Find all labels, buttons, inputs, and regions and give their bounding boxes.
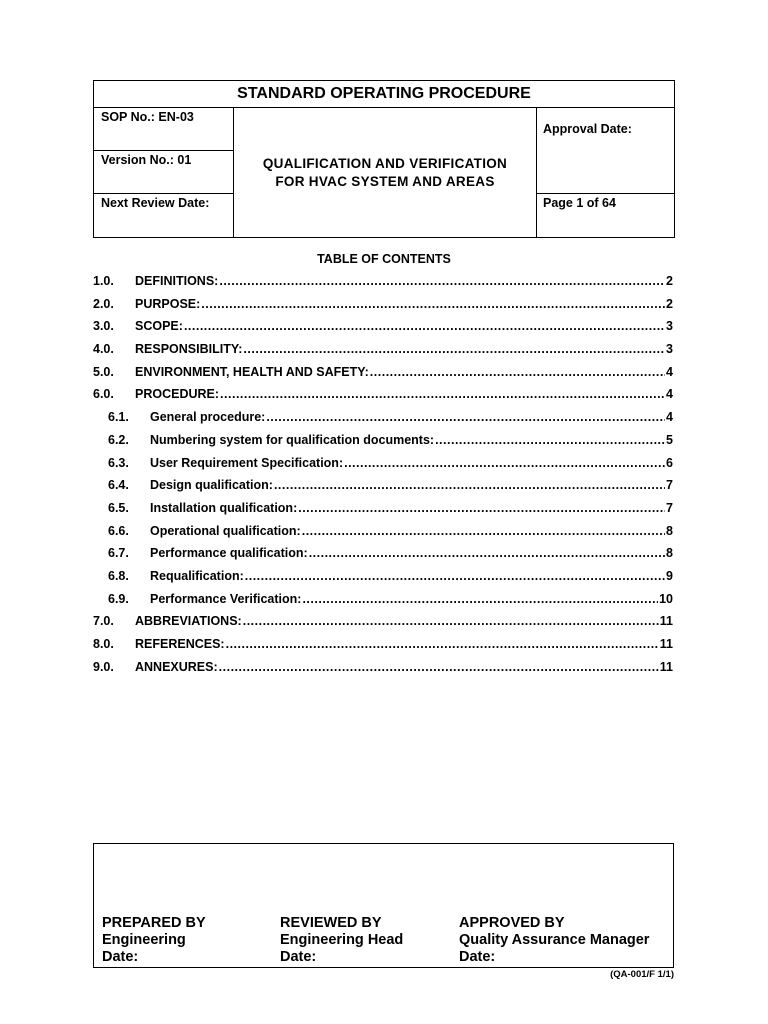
approval-date: Approval Date: xyxy=(537,108,675,194)
toc-leader-dots xyxy=(243,342,665,356)
toc-leader-dots xyxy=(344,456,665,470)
toc-entry[interactable] xyxy=(93,660,675,683)
toc-entry-number: 6.4. xyxy=(108,478,129,493)
table-of-contents xyxy=(93,274,675,682)
toc-entry-number: 7.0. xyxy=(93,614,114,629)
toc-entry-page: 6 xyxy=(666,455,673,470)
toc-entry-label: Numbering system for qualification documents: xyxy=(150,432,435,447)
toc-leader-dots xyxy=(302,524,665,538)
toc-leader-dots xyxy=(220,387,665,401)
toc-entry-page: 11 xyxy=(659,659,673,674)
toc-leader-dots xyxy=(184,319,665,333)
toc-entry-label: Design qualification: xyxy=(150,478,273,493)
toc-entry[interactable] xyxy=(93,614,675,637)
toc-entry-number: 6.1. xyxy=(108,410,129,425)
reviewed-by-date: Date: xyxy=(280,949,317,965)
toc-entry-label: General procedure: xyxy=(150,410,266,425)
toc-leader-dots xyxy=(219,274,665,288)
toc-entry-page: 5 xyxy=(666,432,673,447)
toc-entry-page: 10 xyxy=(659,591,673,606)
toc-leader-dots xyxy=(309,546,665,560)
toc-entry-page: 3 xyxy=(666,342,673,357)
reviewed-by-role: Engineering Head xyxy=(280,932,404,948)
toc-entry-label: SCOPE: xyxy=(135,319,183,334)
toc-entry-number: 1.0. xyxy=(93,274,114,288)
toc-entry-page: 4 xyxy=(666,387,673,402)
next-review-date: Next Review Date: xyxy=(101,196,210,210)
version-number: Version No.: 01 xyxy=(94,151,233,194)
toc-leader-dots xyxy=(435,433,665,447)
toc-entry-number: 6.7. xyxy=(108,546,129,561)
toc-leader-dots xyxy=(266,410,665,424)
toc-entry-page: 3 xyxy=(666,319,673,334)
toc-entry[interactable] xyxy=(93,342,675,365)
toc-leader-dots xyxy=(226,637,659,651)
toc-entry[interactable] xyxy=(93,387,675,410)
toc-entry-label: Performance Verification: xyxy=(150,591,302,606)
prepared-by-role: Engineering xyxy=(102,932,186,948)
page-number: Page 1 of 64 xyxy=(543,196,616,210)
toc-entry-number: 6.8. xyxy=(108,568,129,583)
toc-entry-number: 6.6. xyxy=(108,523,129,538)
prepared-by-block xyxy=(102,915,206,966)
approved-by-block xyxy=(459,915,649,966)
approved-by-date: Date: xyxy=(459,949,496,965)
prepared-by-heading: PREPARED BY xyxy=(102,915,206,931)
toc-entry-page: 4 xyxy=(666,364,673,379)
signoff-box xyxy=(93,843,674,968)
reviewed-by-heading: REVIEWED BY xyxy=(280,915,382,931)
toc-entry-label: RESPONSIBILITY: xyxy=(135,342,243,357)
subject-line-1: QUALIFICATION AND VERIFICATION xyxy=(262,156,508,171)
toc-subentry[interactable] xyxy=(93,501,675,524)
toc-leader-dots xyxy=(201,297,665,311)
toc-leader-dots xyxy=(245,569,665,583)
toc-entry[interactable] xyxy=(93,365,675,388)
toc-entry-page: 8 xyxy=(666,523,673,538)
toc-entry-number: 6.9. xyxy=(108,591,129,606)
toc-entry-label: Operational qualification: xyxy=(150,523,301,538)
toc-entry-number: 9.0. xyxy=(93,659,114,674)
toc-entry[interactable] xyxy=(93,274,675,297)
toc-entry-label: ANNEXURES: xyxy=(135,659,218,674)
toc-entry-number: 8.0. xyxy=(93,637,114,651)
toc-entry[interactable] xyxy=(93,319,675,342)
toc-entry-page: 8 xyxy=(666,546,673,561)
toc-entry-number: 6.0. xyxy=(93,387,114,402)
toc-entry-page: 7 xyxy=(666,478,673,493)
toc-leader-dots xyxy=(302,592,658,606)
toc-entry-page: 4 xyxy=(666,410,673,425)
toc-subentry[interactable] xyxy=(93,410,675,433)
toc-subentry[interactable] xyxy=(93,569,675,592)
approved-by-heading: APPROVED BY xyxy=(459,915,565,931)
document-subject xyxy=(234,108,536,238)
toc-entry-page: 11 xyxy=(659,614,673,629)
toc-subentry[interactable] xyxy=(93,592,675,615)
toc-entry-number: 5.0. xyxy=(93,364,114,379)
toc-entry-page: 7 xyxy=(666,500,673,515)
toc-entry-label: PURPOSE: xyxy=(135,296,201,311)
toc-entry-label: REFERENCES: xyxy=(135,637,225,651)
toc-entry-page: 9 xyxy=(666,568,673,583)
toc-leader-dots xyxy=(243,614,659,628)
toc-subentry[interactable] xyxy=(93,478,675,501)
toc-subentry[interactable] xyxy=(93,456,675,479)
toc-entry-page: 2 xyxy=(666,296,673,311)
toc-entry-number: 4.0. xyxy=(93,342,114,357)
toc-entry-page: 2 xyxy=(666,274,673,288)
toc-entry-label: User Requirement Specification: xyxy=(150,455,344,470)
toc-entry[interactable] xyxy=(93,637,675,660)
toc-entry-label: PROCEDURE: xyxy=(135,387,220,402)
toc-leader-dots xyxy=(219,660,659,674)
toc-title: TABLE OF CONTENTS xyxy=(317,252,451,266)
document-title: STANDARD OPERATING PROCEDURE xyxy=(94,81,674,108)
toc-subentry[interactable] xyxy=(93,546,675,569)
toc-entry-label: Performance qualification: xyxy=(150,546,308,561)
toc-leader-dots xyxy=(274,478,665,492)
header-right-column xyxy=(536,108,675,238)
toc-subentry[interactable] xyxy=(93,433,675,456)
toc-leader-dots xyxy=(370,365,665,379)
toc-subentry[interactable] xyxy=(93,524,675,547)
toc-entry-label: DEFINITIONS: xyxy=(135,274,219,288)
sop-number: SOP No.: EN-03 xyxy=(94,108,233,151)
toc-entry-number: 6.3. xyxy=(108,455,129,470)
toc-entry-number: 6.2. xyxy=(108,432,129,447)
prepared-by-date: Date: xyxy=(102,949,139,965)
subject-line-2: FOR HVAC SYSTEM AND AREAS xyxy=(275,174,495,189)
toc-leader-dots xyxy=(298,501,665,515)
approved-by-role: Quality Assurance Manager xyxy=(459,932,650,948)
toc-entry[interactable] xyxy=(93,297,675,320)
toc-entry-page: 11 xyxy=(659,637,673,651)
toc-entry-number: 6.5. xyxy=(108,500,129,515)
toc-entry-label: Installation qualification: xyxy=(150,500,298,515)
toc-entry-label: ENVIRONMENT, HEALTH AND SAFETY: xyxy=(135,364,369,379)
header-left-column xyxy=(94,108,234,238)
form-code: (QA-001/F 1/1) xyxy=(610,969,674,980)
toc-entry-number: 2.0. xyxy=(93,296,114,311)
toc-entry-label: Requalification: xyxy=(150,568,244,583)
toc-entry-label: ABBREVIATIONS: xyxy=(135,614,242,629)
toc-entry-number: 3.0. xyxy=(93,319,114,334)
sop-header-table xyxy=(93,80,675,238)
reviewed-by-block xyxy=(280,915,403,966)
